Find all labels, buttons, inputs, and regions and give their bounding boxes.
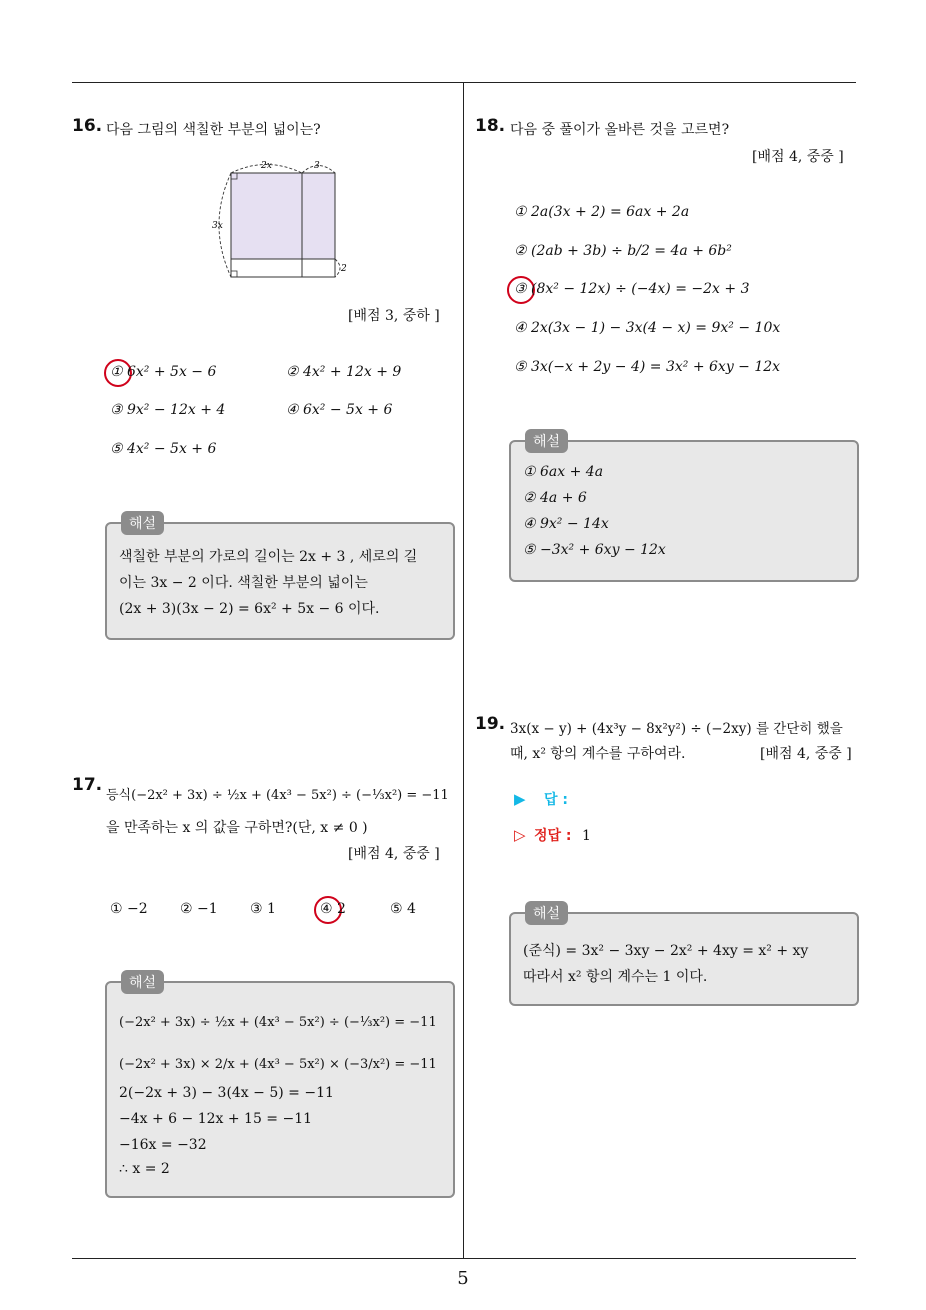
q19-number: 19. bbox=[475, 714, 506, 734]
q18-explanation-label: 해설 bbox=[525, 429, 568, 453]
q16-explanation-label: 해설 bbox=[121, 511, 164, 535]
figure-label-right: 2 bbox=[341, 264, 347, 274]
q16-option-3: ③ 9x² − 12x + 4 bbox=[110, 402, 226, 418]
q17-explanation-line-1: (−2x² + 3x) ÷ ½x + (4x³ − 5x²) ÷ (−⅓x²) = −11 bbox=[119, 1015, 437, 1030]
q16-number: 16. bbox=[72, 116, 103, 136]
q16-figure bbox=[205, 150, 355, 282]
q16-option-5: ⑤ 4x² − 5x + 6 bbox=[110, 441, 217, 457]
page-number: 5 bbox=[457, 1268, 469, 1289]
q19-correct-label: 정답 : bbox=[534, 828, 572, 844]
q19-explanation-line-2: 따라서 x² 항의 계수는 1 이다. bbox=[523, 969, 708, 985]
q19-score: [배점 4, 중중 ] bbox=[760, 746, 852, 762]
bottom-rule bbox=[72, 1258, 856, 1259]
q19-correct-value: 1 bbox=[581, 828, 591, 844]
q19-text-line-1: 3x(x − y) + (4x³y − 8x²y²) ÷ (−2xy) 를 간단히 했을 bbox=[510, 721, 843, 737]
q17-text-line-1: 등식(−2x² + 3x) ÷ ½x + (4x³ − 5x²) ÷ (−⅓x²) = −11 bbox=[106, 788, 449, 803]
q17-option-1: ① −2 bbox=[110, 901, 148, 917]
q17-option-5: ⑤ 4 bbox=[390, 901, 416, 917]
play-icon: ▶ bbox=[514, 790, 526, 808]
top-rule bbox=[72, 82, 856, 83]
q18-option-1: ① 2a(3x + 2) = 6ax + 2a bbox=[514, 204, 690, 220]
q17-explanation-line-3: 2(−2x + 3) − 3(4x − 5) = −11 bbox=[119, 1085, 334, 1101]
q18-option-2: ② (2ab + 3b) ÷ b/2 = 4a + 6b² bbox=[514, 243, 732, 259]
q17-explanation-line-6: ∴ x = 2 bbox=[119, 1161, 170, 1177]
outline-play-icon: ▷ bbox=[514, 826, 526, 844]
q16-text: 다음 그림의 색칠한 부분의 넓이는? bbox=[106, 122, 321, 138]
q18-option-3: ③ (8x² − 12x) ÷ (−4x) = −2x + 3 bbox=[514, 281, 750, 297]
q17-explanation-line-2: (−2x² + 3x) × 2/x + (4x³ − 5x²) × (−3/x²) = −11 bbox=[119, 1057, 437, 1072]
q16-explanation-line-1: 색칠한 부분의 가로의 길이는 2x + 3 , 세로의 길 bbox=[119, 549, 418, 565]
q18-explanation-line-1: ① 6ax + 4a bbox=[523, 464, 604, 480]
q16-explanation-box bbox=[105, 516, 455, 640]
q16-score: [배점 3, 중하 ] bbox=[348, 308, 440, 324]
q17-text-line-2: 을 만족하는 x 의 값을 구하면?(단, x ≠ 0 ) bbox=[106, 820, 368, 836]
q17-explanation-line-5: −16x = −32 bbox=[119, 1137, 207, 1153]
q18-explanation-box bbox=[509, 434, 859, 582]
q16-option-1: ① 6x² + 5x − 6 bbox=[110, 364, 217, 380]
q19-text-line-2: 때, x² 항의 계수를 구하여라. bbox=[510, 746, 686, 762]
q18-explanation-line-3: ④ 9x² − 14x bbox=[523, 516, 609, 532]
column-divider bbox=[463, 82, 464, 1258]
q17-explanation-box bbox=[105, 975, 455, 1198]
q18-score: [배점 4, 중중 ] bbox=[752, 149, 844, 165]
q16-option-4: ④ 6x² − 5x + 6 bbox=[286, 402, 393, 418]
q16-explanation-line-2: 이는 3x − 2 이다. 색칠한 부분의 넓이는 bbox=[119, 575, 368, 591]
q19-answer-row bbox=[514, 789, 568, 809]
q17-score: [배점 4, 중중 ] bbox=[348, 846, 440, 862]
q19-answer-label: 답 : bbox=[544, 792, 568, 808]
q16-option-2: ② 4x² + 12x + 9 bbox=[286, 364, 402, 380]
q16-explanation-line-3: (2x + 3)(3x − 2) = 6x² + 5x − 6 이다. bbox=[119, 601, 380, 617]
q18-option-5: ⑤ 3x(−x + 2y − 4) = 3x² + 6xy − 12x bbox=[514, 359, 781, 375]
figure-label-top-right: 3 bbox=[314, 161, 320, 171]
figure-label-left: 3x bbox=[212, 221, 223, 231]
q17-explanation-label: 해설 bbox=[121, 970, 164, 994]
q17-option-4: ④ 2 bbox=[320, 901, 346, 917]
q18-number: 18. bbox=[475, 116, 506, 136]
q17-option-2: ② −1 bbox=[180, 901, 218, 917]
q17-number: 17. bbox=[72, 775, 103, 795]
q17-option-3: ③ 1 bbox=[250, 901, 276, 917]
q18-option-4: ④ 2x(3x − 1) − 3x(4 − x) = 9x² − 10x bbox=[514, 320, 781, 336]
q19-explanation-box bbox=[509, 906, 859, 1006]
q18-text: 다음 중 풀이가 올바른 것을 고르면? bbox=[510, 122, 730, 138]
q19-explanation-label: 해설 bbox=[525, 901, 568, 925]
q17-explanation-line-4: −4x + 6 − 12x + 15 = −11 bbox=[119, 1111, 313, 1127]
figure-label-top-left: 2x bbox=[261, 161, 272, 171]
q19-correct-row bbox=[514, 825, 591, 845]
q19-explanation-line-1: (준식) = 3x² − 3xy − 2x² + 4xy = x² + xy bbox=[523, 943, 809, 959]
q18-explanation-line-2: ② 4a + 6 bbox=[523, 490, 587, 506]
q18-explanation-line-4: ⑤ −3x² + 6xy − 12x bbox=[523, 542, 666, 558]
